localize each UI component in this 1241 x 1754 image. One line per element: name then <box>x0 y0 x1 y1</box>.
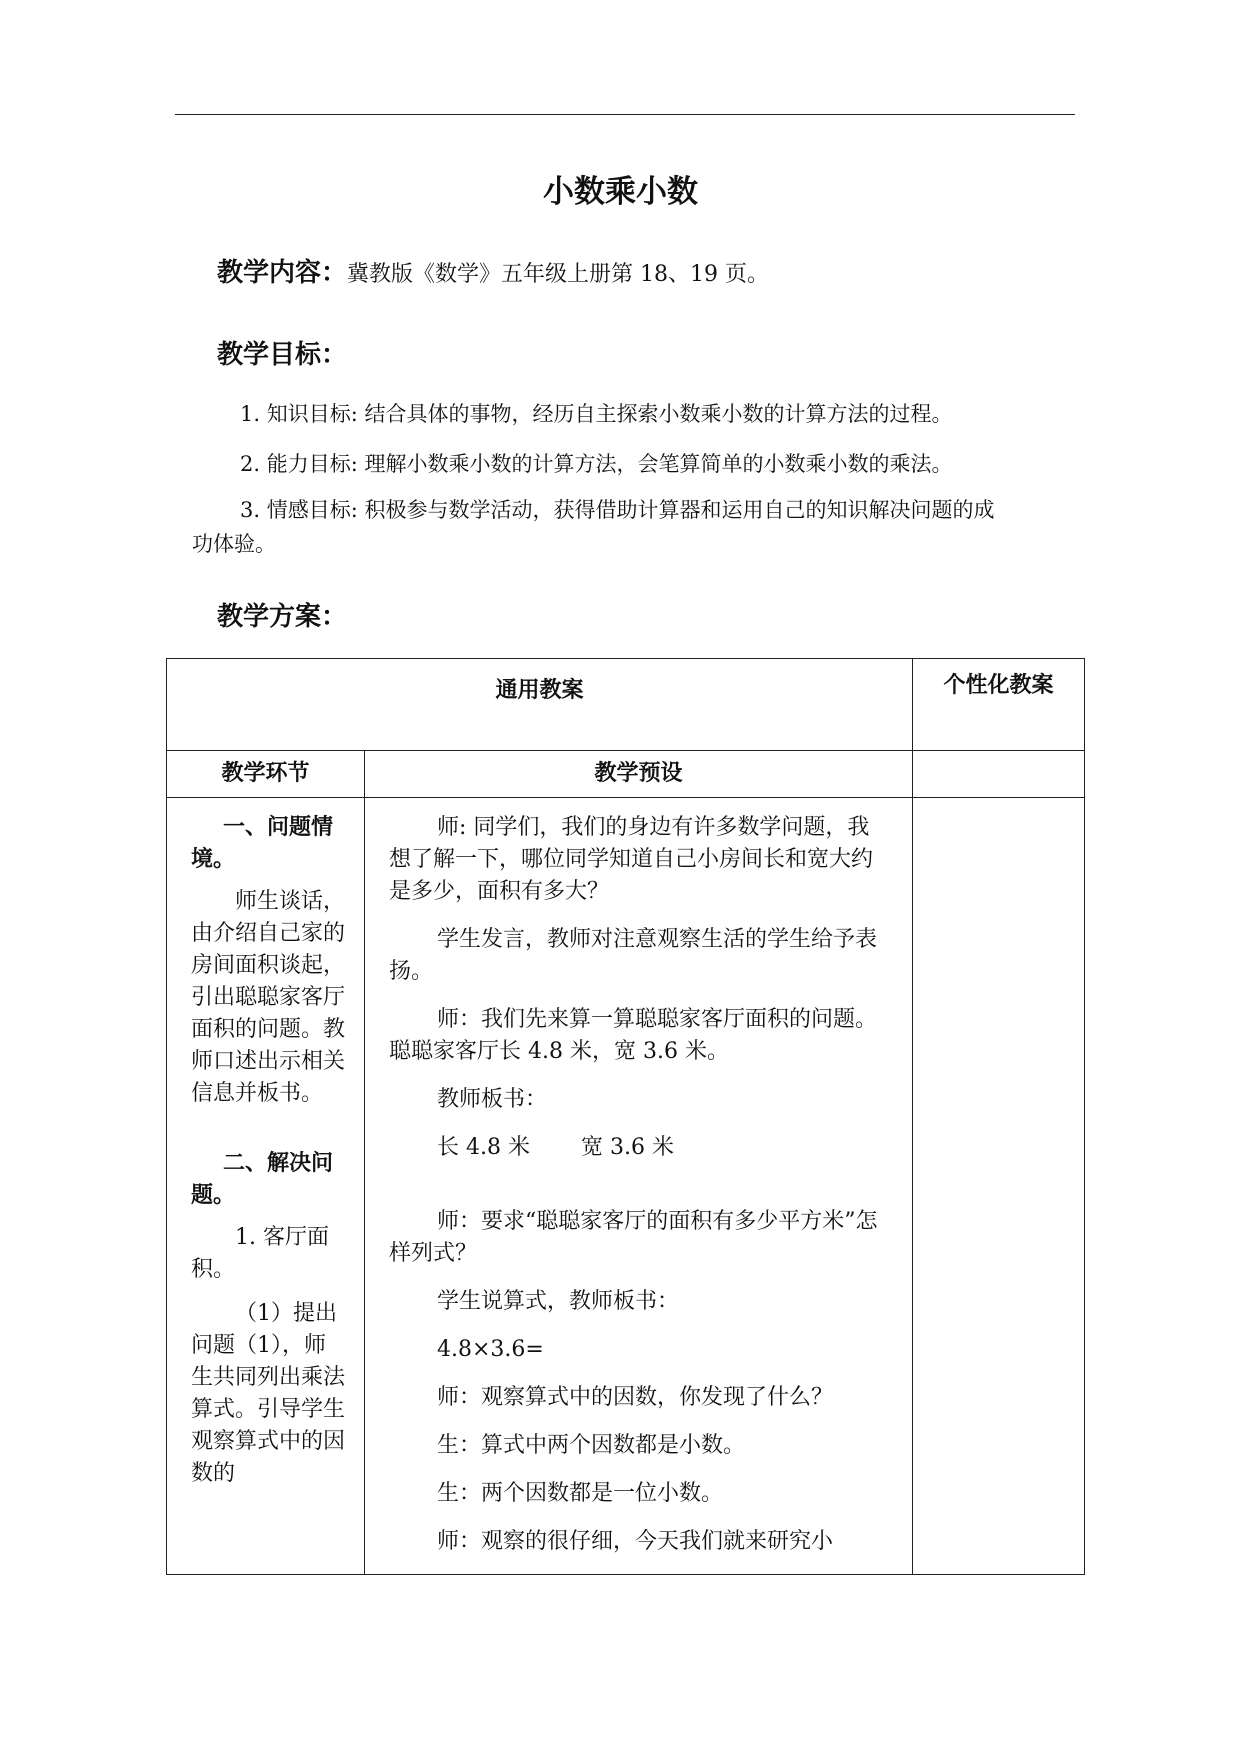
content-value: 冀教版《数学》五年级上册第 18、19 页。 <box>347 262 769 287</box>
content-label: 教学内容： <box>217 258 348 288</box>
lesson-plan-table <box>166 658 1085 1575</box>
design-para: 师: 同学们，我们的身边有许多数学问题，我想了解一下，哪位同学知道自己小房间长和宽大约是多少，面积有多大？ <box>389 815 874 904</box>
stage-2-title: 二、解决问题。 <box>191 1151 334 1208</box>
header-rule <box>175 114 1075 115</box>
stage-2-text: （1）提出问题（1），师生共同列出乘法算式。引导学生观察算式中的因数的 <box>191 1301 346 1486</box>
general-plan-header: 通用教案 <box>167 659 913 751</box>
goals-heading: 教学目标： <box>217 340 348 370</box>
design-para: 师：观察的很仔细，今天我们就来研究小 <box>437 1529 834 1554</box>
design-para: 学生说算式，教师板书： <box>437 1289 680 1314</box>
personal-plan-header: 个性化教案 <box>913 659 1085 751</box>
stage-2-sub: 1. 客厅面积。 <box>191 1225 329 1282</box>
design-para: 师：我们先来算一算聪聪家客厅面积的问题。聪聪家客厅长 4.8 米，宽 3.6 米。 <box>389 1007 878 1064</box>
design-para: 教师板书： <box>437 1087 548 1112</box>
design-para: 长 4.8 米 宽 3.6 米 <box>437 1135 674 1160</box>
personal-cell <box>913 798 1085 1575</box>
stage-column-header: 教学环节 <box>167 751 365 798</box>
design-column-header: 教学预设 <box>365 751 913 798</box>
stage-1-title: 一、问题情境。 <box>191 815 334 872</box>
goal-knowledge: 1. 知识目标: 结合具体的事物，经历自主探索小数乘小数的计算方法的过程。 <box>240 402 953 426</box>
design-para: 生：两个因数都是一位小数。 <box>437 1481 724 1506</box>
design-para: 师：观察算式中的因数，你发现了什么？ <box>437 1385 834 1410</box>
plan-heading: 教学方案： <box>217 602 348 632</box>
design-para: 生：算式中两个因数都是小数。 <box>437 1433 746 1458</box>
goal-ability: 2. 能力目标: 理解小数乘小数的计算方法，会笔算简单的小数乘小数的乘法。 <box>240 452 953 476</box>
design-cell <box>365 798 913 1575</box>
personal-column-empty <box>913 751 1085 798</box>
stage-cell <box>167 798 365 1575</box>
design-para: 师：要求“聪聪家客厅的面积有多少平方米”怎样列式？ <box>389 1209 878 1266</box>
design-para: 学生发言，教师对注意观察生活的学生给予表扬。 <box>389 927 878 984</box>
stage-1-text: 师生谈话，由介绍自己家的房间面积谈起，引出聪聪家客厅面积的问题。教师口述出示相关信息并板书。 <box>191 889 346 1106</box>
design-para: 4.8×3.6= <box>437 1337 544 1362</box>
goal-emotion: 3. 情感目标: 积极参与数学活动，获得借助计算器和运用自己的知识解决问题的成功体验。 <box>192 498 995 556</box>
page-title: 小数乘小数 <box>543 174 698 210</box>
content-line <box>217 252 769 289</box>
